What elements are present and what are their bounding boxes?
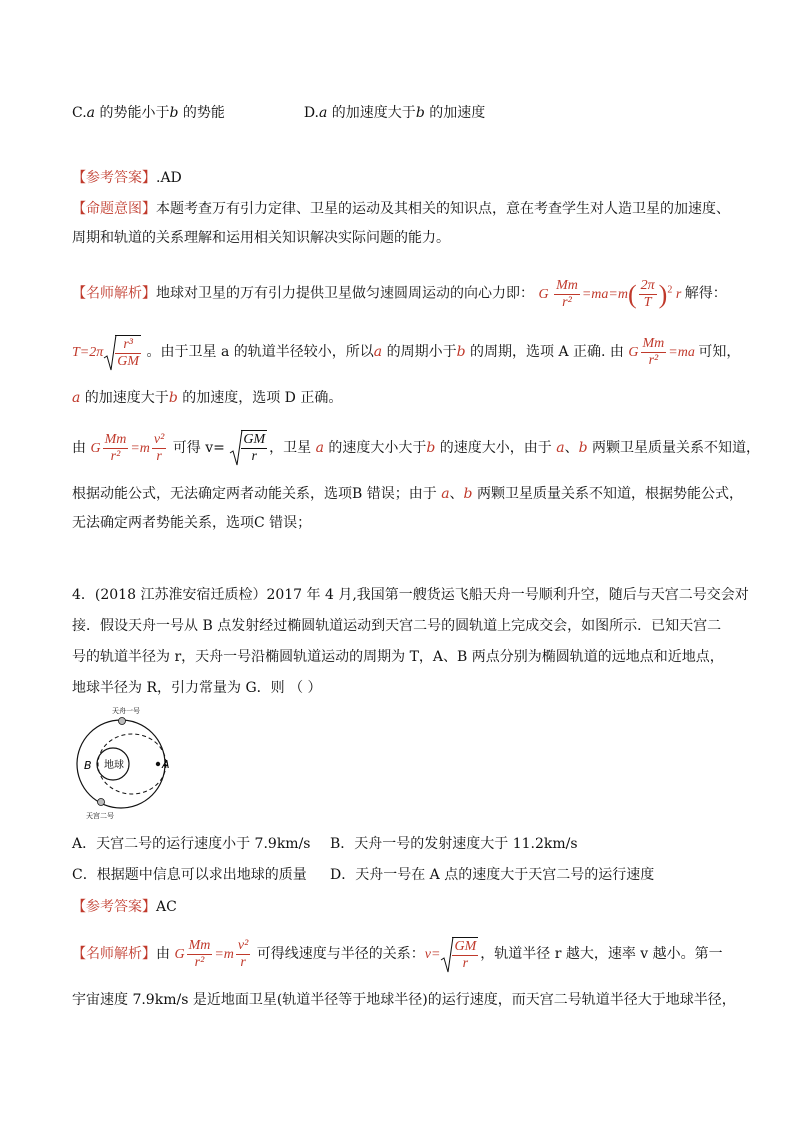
sym-eq: =m [214, 947, 234, 962]
option-d-label: D. [303, 105, 319, 121]
analysis-line-6 [72, 513, 311, 533]
q4-answer-value: AC [156, 899, 177, 915]
var-a: a [556, 440, 565, 456]
sym-G: G [174, 947, 185, 962]
analysis-text-4d: 的速度大小大于 [323, 440, 427, 456]
fraction [236, 938, 250, 971]
frac-den: r² [648, 353, 659, 369]
q4-answer-tag: 【参考答案】 [72, 899, 156, 915]
analysis-text-5a: 根据动能公式，无法确定两者动能关系，选项B 错误；由于 [72, 486, 442, 502]
sym-T-eq: T=2π [72, 345, 104, 360]
fraction [641, 336, 667, 369]
frac-den: r [240, 955, 246, 971]
analysis-line-4 [72, 428, 760, 469]
var-b: b [168, 390, 178, 406]
q4-analysis-text-1b: 可得线速度与半径的关系： [252, 946, 425, 962]
orbit-diagram [68, 700, 188, 820]
analysis-text-2a: 。由于卫星 a 的轨道半径较小，所以 [146, 344, 374, 360]
formula-velocity [90, 432, 168, 465]
option-d-text: 的加速度大于 [327, 105, 416, 121]
analysis-line-2 [72, 332, 740, 373]
fraction [103, 432, 129, 465]
frac-den: r [462, 956, 469, 972]
var-a: a [373, 344, 383, 360]
var-a: a [72, 390, 81, 406]
intent-line-2 [72, 228, 450, 248]
frac-num: v² [153, 432, 165, 448]
analysis-text-1b: 解得： [684, 285, 727, 302]
var-b: b [578, 440, 588, 456]
tianzhou-label: 天舟一号 [112, 707, 140, 715]
var-b: b [463, 486, 473, 502]
option-c-text: 的势能小于 [95, 105, 170, 121]
tiangong-satellite [98, 799, 105, 806]
intent-line-1 [72, 199, 730, 219]
intent-text-2: 周期和轨道的关系理解和运用相关知识解决实际问题的能力。 [72, 230, 450, 246]
sym-r: r [675, 286, 682, 302]
question-4-line-3 [72, 647, 724, 667]
fraction [115, 335, 141, 370]
sym-G: G [90, 441, 101, 456]
analysis-text-2b: 的周期小于 [382, 344, 457, 360]
analysis-text-4c: ，卫星 [269, 440, 316, 456]
intent-text-1: 本题考查万有引力定律、卫星的运动及其相关的知识点，意在考查学生对人造卫星的加速度、 [156, 201, 730, 217]
frac-den: T [643, 294, 652, 310]
q4-option-line-cd [72, 865, 654, 885]
analysis-text-6: 无法确定两者势能关系，选项C 错误； [72, 515, 312, 531]
fraction [241, 430, 267, 465]
question-4-line-1 [72, 585, 749, 605]
question-4-text-4: 地球半径为 R，引力常量为 G．则 （ ） [72, 680, 322, 696]
analysis-text-2c: 的周期，选项 A 正确. 由 [465, 344, 629, 360]
q4-analysis-text-1c: ，轨道半径 r 越大，速率 v 越小。第一 [480, 946, 723, 962]
fraction [639, 278, 657, 311]
frac-num: Mm [104, 432, 127, 448]
point-A [156, 762, 160, 766]
analysis-text-3: 的加速度大于 [80, 390, 169, 406]
answer-value: .AD [156, 170, 182, 186]
analysis-text-4a: 由 [72, 440, 91, 456]
var-a: a [86, 105, 96, 121]
sym-eq: =ma [668, 345, 695, 360]
analysis-text-4f: 、 [564, 440, 579, 456]
sqrt [229, 428, 269, 468]
q4-answer-line [72, 897, 177, 917]
q4-option-c: C．根据题中信息可以求出地球的质量 [72, 867, 307, 883]
fraction [452, 937, 478, 972]
intent-tag: 【命题意图】 [72, 201, 156, 217]
option-d-end: 的加速度 [424, 105, 486, 121]
q4-analysis-line-1 [72, 934, 723, 975]
var-a: a [315, 440, 324, 456]
q4-option-b: B．天舟一号的发射速度大于 11.2km/s [330, 836, 578, 852]
frac-den: r² [194, 955, 205, 971]
analysis-text-3b: 的加速度，选项 D 正确。 [177, 390, 343, 406]
formula-centripetal: G $\frac{Mm}{\text{r²}}$ =ma=m( $\frac{2\pi}{T}$ )$^2$ r [538, 277, 682, 310]
formula-period [72, 337, 147, 370]
var-b: b [169, 105, 179, 121]
var-a: a [441, 486, 450, 502]
option-c-end: 的势能 [178, 105, 225, 121]
question-4-line-2 [72, 616, 721, 636]
q4-analysis-text-1a: 由 [156, 946, 175, 962]
formula-q4-velocity [174, 938, 252, 971]
q4-analysis-text-2: 宇宙速度 7.9km/s 是近地面卫星(轨道半径等于地球半径)的运行速度，而天宫二号轨道半径大于地球半径， [72, 992, 736, 1008]
fraction [187, 938, 213, 971]
q4-option-a: A．天宫二号的运行速度小于 7.9km/s [72, 836, 311, 852]
frac-den: GM [117, 354, 140, 370]
answer-tag: 【参考答案】 [72, 170, 156, 186]
frac-den: r² [110, 449, 121, 465]
question-4-text-2: 接．假设天舟一号从 B 点发射经过椭圆轨道运动到天宫二号的圆轨道上完成交会，如图所示．已知天宫二 [72, 618, 722, 634]
var-a: a [319, 105, 328, 121]
q4-option-d: D．天舟一号在 A 点的速度大于天宫二号的运行速度 [330, 867, 655, 883]
analysis-text-4g: 两颗卫星质量关系不知道， [587, 440, 761, 456]
option-line-cd [72, 103, 485, 123]
sym-G: G [628, 345, 639, 360]
formula-accel [628, 336, 698, 369]
question-4-text-3: 号的轨道半径为 r，天舟一号沿椭圆轨道运动的周期为 T，A、B 两点分别为椭圆轨道的远地点和近地点， [72, 649, 724, 665]
fraction [152, 432, 166, 465]
analysis-text-2d: 可知， [698, 344, 741, 360]
sqrt [440, 935, 480, 975]
question-4-line-4 [72, 678, 322, 698]
frac-num: r³ [115, 337, 141, 354]
frac-den: r² [562, 294, 572, 310]
frac-num: Mm [642, 336, 665, 352]
sym-eq: =m [130, 441, 150, 456]
frac-den: r [251, 449, 257, 465]
tiangong-label: 天宫二号 [86, 812, 114, 820]
analysis-line-1 [72, 270, 727, 315]
analysis-line-5 [72, 484, 743, 504]
label-B: B [84, 759, 92, 772]
frac-den: r [156, 449, 162, 465]
frac-num: v² [237, 938, 249, 954]
answer-line [72, 168, 182, 188]
frac-num: GM [454, 939, 477, 955]
analysis-text-4b: 可得 v= [168, 440, 230, 456]
formula-q4-sqrt [424, 939, 480, 972]
frac-num: Mm [188, 938, 211, 954]
frac-num: 2π [640, 277, 655, 293]
sym-v-eq: v= [424, 947, 441, 962]
analysis-text-1a: 地球对卫星的万有引力提供卫星做匀速圆周运动的向心力即： [156, 285, 534, 302]
option-c-label: C. [72, 105, 87, 121]
sqrt [103, 333, 143, 373]
frac-num: Mm [556, 277, 578, 293]
sym-G: G [538, 286, 549, 302]
var-b: b [456, 344, 466, 360]
tianzhou-satellite [119, 718, 126, 725]
sym-eq: =ma=m [581, 286, 628, 302]
analysis-text-5b: 、 [449, 486, 464, 502]
analysis-text-4e: 的速度大小，由于 [435, 440, 557, 456]
label-A: A [162, 758, 170, 771]
earth-label: 地球 [104, 760, 124, 771]
q4-option-line-ab [72, 834, 578, 854]
option-c [72, 105, 229, 121]
question-4-text-1: 4．(2018 江苏淮安宿迁质检）2017 年 4 月,我国第一艘货运飞船天舟一号顺利升空，随后与天宫二号交会对 [72, 587, 749, 603]
q4-analysis-tag: 【名师解析】 [72, 946, 156, 962]
var-b: b [426, 440, 436, 456]
analysis-text-5c: 两颗卫星质量关系不知道，根据势能公式， [472, 486, 743, 502]
var-b: b [415, 105, 425, 121]
fraction [554, 278, 580, 311]
analysis-line-3 [72, 388, 342, 408]
frac-num: GM [243, 432, 266, 448]
q4-analysis-line-2 [72, 990, 736, 1010]
option-d [304, 105, 485, 121]
analysis-tag: 【名师解析】 [72, 285, 156, 302]
